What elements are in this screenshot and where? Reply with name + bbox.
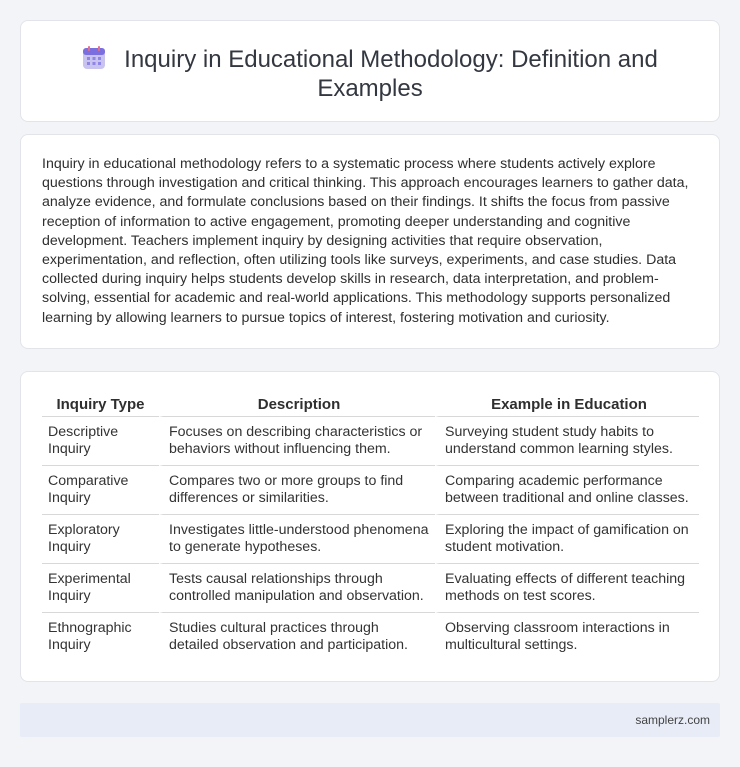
cell-example: Exploring the impact of gamification on student motivation. [435, 515, 699, 564]
cell-description: Investigates little-understood phenomena to generate hypotheses. [159, 515, 435, 564]
table-row [42, 417, 699, 466]
table-card [20, 371, 720, 682]
intro-paragraph: Inquiry in educational methodology refers to a systematic process where students actively explore questions through investigation and critical thinking. This approach encourages learners to gather data, analyze evidence, and formulate conclusions based on their findings. It shifts the focus from passive reception of information to active engagement, promoting deeper understanding and cognitive development. Teachers implement inquiry by designing activities that require observation, experimentation, and reflection, often utilizing tools like surveys, experiments, and case studies. Data collected during inquiry helps students develop skills in research, data interpretation, and problem-solving, essential for academic and real-world applications. This methodology supports personalized learning by allowing learners to pursue topics of interest, fostering motivation and curiosity. [42, 156, 689, 326]
table-row [42, 515, 699, 564]
column-header-example: Example in Education [435, 392, 699, 417]
cell-description: Focuses on describing characteristics or behaviors without influencing them. [159, 417, 435, 466]
title-card [20, 20, 720, 122]
inquiry-types-table [42, 392, 699, 661]
column-header-description: Description [159, 392, 435, 417]
page-title-text: Inquiry in Educational Methodology: Definition and Examples [124, 46, 658, 102]
cell-example: Evaluating effects of different teaching methods on test scores. [435, 564, 699, 613]
table-row [42, 466, 699, 515]
cell-type: Experimental Inquiry [42, 564, 159, 613]
cell-type: Descriptive Inquiry [42, 417, 159, 466]
footer-site-link[interactable]: samplerz.com [635, 713, 710, 727]
cell-example: Observing classroom interactions in multicultural settings. [435, 613, 699, 661]
calendar-icon [82, 46, 106, 70]
page-title [61, 45, 679, 103]
cell-example: Surveying student study habits to understand common learning styles. [435, 417, 699, 466]
intro-card [20, 134, 720, 349]
cell-type: Ethnographic Inquiry [48, 619, 132, 653]
table-row [42, 613, 699, 661]
table-header-row [42, 392, 699, 417]
cell-example: Comparing academic performance between traditional and online classes. [435, 466, 699, 515]
cell-description: Tests causal relationships through controlled manipulation and observation. [159, 564, 435, 613]
cell-description: Compares two or more groups to find differences or similarities. [159, 466, 435, 515]
column-header-type: Inquiry Type [42, 392, 159, 417]
cell-type: Exploratory Inquiry [42, 515, 159, 564]
cell-type: Comparative Inquiry [42, 466, 159, 515]
cell-description: Studies cultural practices through detailed observation and participation. [159, 613, 435, 661]
footer-bar [20, 703, 720, 737]
table-row [42, 564, 699, 613]
